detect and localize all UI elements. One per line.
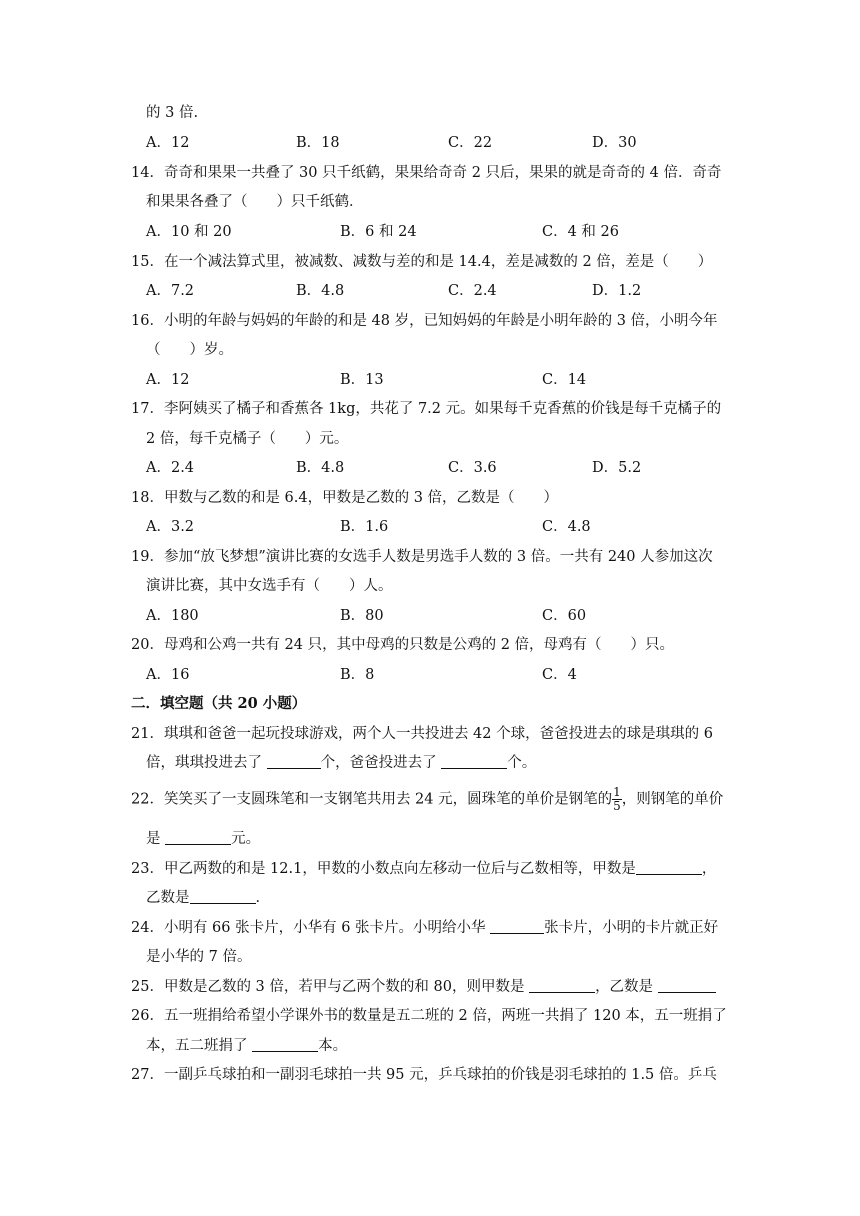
q15-option-d[interactable]: D．1.2 — [592, 283, 642, 299]
q15-option-c[interactable]: C．2.4 — [448, 283, 497, 299]
q24-blank[interactable] — [490, 919, 544, 934]
q14-option-c[interactable]: C．4 和 26 — [542, 224, 619, 240]
q25-blank-1[interactable] — [529, 978, 595, 993]
q22-fraction — [612, 786, 622, 813]
q21-line-1: 21．琪琪和爸爸一起玩投球游戏，两个人一共投进去 42 个球，爸爸投进去的球是琪琪的 6 — [131, 726, 713, 742]
q24-line-2: 是小华的 7 倍。 — [146, 949, 252, 965]
q21-blank-2[interactable] — [441, 754, 507, 769]
q18-option-c[interactable]: C．4.8 — [542, 519, 591, 535]
q16-options — [146, 370, 796, 390]
q17-option-a[interactable]: A．2.4 — [146, 460, 195, 476]
q23-text-a: 23．甲乙两数的和是 12.1，甲数的小数点向左移动一位后与乙数相等，甲数是 — [131, 861, 636, 877]
q23-line-2 — [146, 888, 270, 908]
q22-fraction-denominator: 5 — [613, 799, 621, 813]
q13-options — [146, 133, 796, 153]
q24-line-1 — [131, 918, 718, 938]
q26-blank[interactable] — [252, 1037, 318, 1052]
q15-option-b[interactable]: B．4.8 — [296, 283, 345, 299]
q27-line-1: 27．一副乒乓球拍和一副羽毛球拍一共 95 元，乒乓球拍的价钱是羽毛球拍的 1.5 倍。乒乓 — [131, 1067, 717, 1083]
q24-text-a: 24．小明有 66 张卡片，小华有 6 张卡片。小明给小华 — [131, 920, 491, 936]
q19-option-b[interactable]: B．80 — [340, 608, 384, 624]
q20-line-1: 20．母鸡和公鸡一共有 24 只，其中母鸡的只数是公鸡的 2 倍，母鸡有（ ）只。 — [131, 637, 675, 653]
q23-text-b: ， — [701, 861, 717, 877]
q22-text-d: 元。 — [231, 831, 261, 847]
q20-option-c[interactable]: C．4 — [542, 667, 577, 683]
q15-option-a[interactable]: A．7.2 — [146, 283, 195, 299]
q21-text-c: 个。 — [507, 755, 537, 771]
q17-option-d[interactable]: D．5.2 — [592, 460, 642, 476]
q17-option-b[interactable]: B．4.8 — [296, 460, 345, 476]
q23-text-c: 乙数是 — [146, 890, 190, 906]
q25-text-b: ，乙数是 — [595, 979, 658, 995]
q14-option-b[interactable]: B．6 和 24 — [340, 224, 417, 240]
q22-line-2 — [146, 829, 260, 849]
q19-options — [146, 606, 796, 626]
section-2-title: 二．填空题（共 20 小题） — [131, 695, 307, 712]
q22-text-b: ，则钢笔的单价 — [621, 791, 724, 808]
q14-line-2: 和果果各叠了（ ）只千纸鹤． — [146, 194, 364, 210]
q16-option-b[interactable]: B．13 — [340, 372, 384, 388]
q18-option-a[interactable]: A．3.2 — [146, 519, 195, 535]
q13-option-a[interactable]: A．12 — [146, 135, 190, 151]
q16-option-a[interactable]: A．12 — [146, 372, 190, 388]
q13-line-1: 的 3 倍. — [146, 105, 199, 121]
q13-option-d[interactable]: D．30 — [592, 135, 637, 151]
q13-option-b[interactable]: B．18 — [296, 135, 340, 151]
q22-fraction-numerator: 1 — [613, 785, 621, 799]
q16-line-2: （ ）岁。 — [146, 342, 233, 358]
q15-line-1: 15．在一个减法算式里，被减数、减数与差的和是 14.4，差是减数的 2 倍，差是（ ） — [131, 254, 713, 270]
q18-line-1: 18．甲数与乙数的和是 6.4，甲数是乙数的 3 倍，乙数是（ ） — [131, 490, 559, 506]
q25-blank-2[interactable] — [658, 978, 716, 993]
q22-text-c: 是 — [146, 831, 166, 847]
q14-option-a[interactable]: A．10 和 20 — [146, 224, 232, 240]
q16-line-1: 16．小明的年龄与妈妈的年龄的和是 48 岁，已知妈妈的年龄是小明年龄的 3 倍，小明今年 — [131, 313, 718, 329]
q23-blank-1[interactable] — [636, 860, 702, 875]
q20-options — [146, 665, 796, 685]
q20-option-a[interactable]: A．16 — [146, 667, 190, 683]
q25-text-a: 25．甲数是乙数的 3 倍，若甲与乙两个数的和 80，则甲数是 — [131, 979, 530, 995]
q15-options — [146, 281, 796, 301]
q17-option-c[interactable]: C．3.6 — [448, 460, 497, 476]
q21-line-2 — [146, 753, 536, 773]
q18-option-b[interactable]: B．1.6 — [340, 519, 389, 535]
q21-text-a: 倍，琪琪投进去了 — [146, 755, 267, 771]
q19-option-a[interactable]: A．180 — [146, 608, 199, 624]
q14-options — [146, 222, 796, 242]
q17-options — [146, 458, 796, 478]
q16-option-c[interactable]: C．14 — [542, 372, 587, 388]
q19-option-c[interactable]: C．60 — [542, 608, 587, 624]
q22-text-a: 22．笑笑买了一支圆珠笔和一支钢笔共用去 24 元，圆珠笔的单价是钢笔的 — [131, 791, 613, 808]
q17-line-2: 2 倍，每千克橘子（ ）元。 — [146, 431, 349, 447]
q22-blank[interactable] — [165, 830, 231, 845]
q13-option-c[interactable]: C．22 — [448, 135, 493, 151]
q26-line-2 — [146, 1036, 347, 1056]
q19-line-1: 19．参加“放飞梦想”演讲比赛的女选手人数是男选手人数的 3 倍。一共有 240 人参加这次 — [131, 549, 713, 565]
q25-line-1 — [131, 977, 716, 997]
q23-text-d: ． — [255, 890, 270, 906]
q26-text-b: 本。 — [318, 1038, 348, 1054]
q22-line-1 — [131, 786, 723, 813]
q19-line-2: 演讲比赛，其中女选手有（ ）人。 — [146, 578, 393, 594]
q14-line-1: 14．奇奇和果果一共叠了 30 只千纸鹤，果果给奇奇 2 只后，果果的就是奇奇的 4 倍．奇奇 — [131, 165, 722, 181]
q24-text-b: 张卡片，小明的卡片就正好 — [544, 920, 719, 936]
q18-options — [146, 517, 796, 537]
q21-blank-1[interactable] — [267, 754, 321, 769]
q26-line-1: 26．五一班捐给希望小学课外书的数量是五二班的 2 倍，两班一共捐了 120 本，五一班捐了 — [131, 1008, 727, 1024]
q23-line-1 — [131, 859, 716, 879]
q17-line-1: 17．李阿姨买了橘子和香蕉各 1kg，共花了 7.2 元。如果每千克香蕉的价钱是每千克橘子的 — [131, 401, 722, 417]
q20-option-b[interactable]: B．8 — [340, 667, 375, 683]
q21-text-b: 个，爸爸投进去了 — [320, 755, 442, 771]
q26-text-a: 本，五二班捐了 — [146, 1038, 253, 1054]
q23-blank-2[interactable] — [190, 889, 256, 904]
